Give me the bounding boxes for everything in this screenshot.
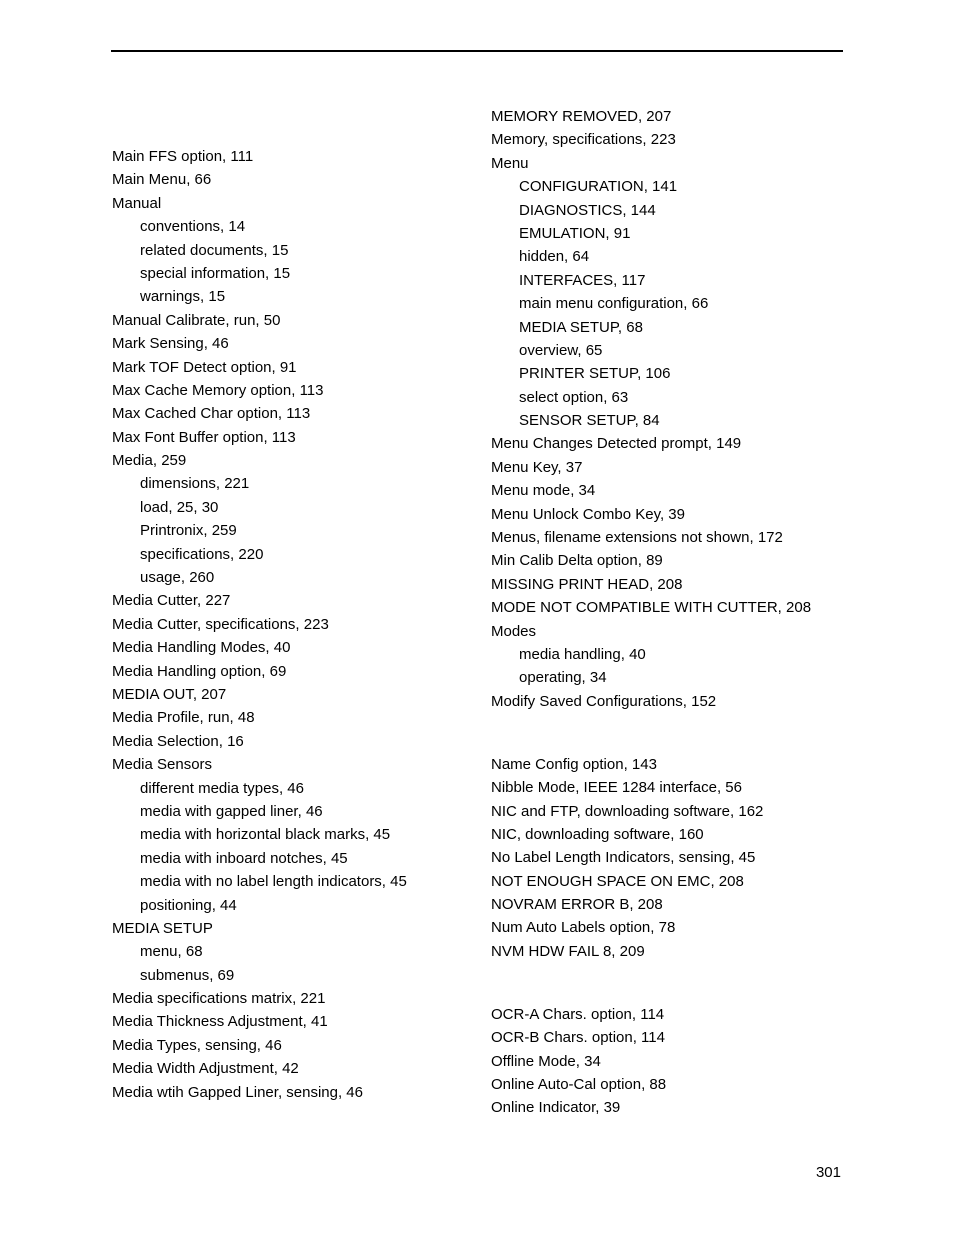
index-entry: Modify Saved Configurations, 152 [491,692,717,710]
index-entry: Mark TOF Detect option, 91 [112,358,297,376]
index-subentry: media with gapped liner, 46 [140,802,323,820]
index-subentry: related documents, 15 [140,241,289,259]
index-subentry: main menu configuration, 66 [519,295,709,313]
index-subentry: menu, 68 [140,943,203,961]
index-entry: Menu Changes Detected prompt, 149 [491,435,742,453]
index-entry: MEDIA OUT, 207 [112,685,227,703]
index-entry: Memory, specifications, 223 [491,131,676,149]
index-subentry: media with horizontal black marks, 45 [140,826,391,844]
index-entry: Max Font Buffer option, 113 [112,428,296,446]
index-entry: MODE NOT COMPATIBLE WITH CUTTER, 208 [491,599,812,617]
index-entry: Online Indicator, 39 [491,1099,621,1117]
index-entry: MEDIA SETUP [112,919,213,937]
index-entry: Mark Sensing, 46 [112,335,229,353]
index-subentry: media with inboard notches, 45 [140,849,348,867]
index-entry: NIC, downloading software, 160 [491,825,704,843]
index-entry: Media Selection, 16 [112,732,244,750]
index-entry: Media Width Adjustment, 42 [112,1060,299,1078]
index-entry: Max Cached Char option, 113 [112,405,311,423]
index-subentry: usage, 260 [140,569,215,587]
index-entry: Menu Key, 37 [491,458,583,476]
index-subentry: EMULATION, 91 [519,224,631,242]
index-subentry: MEDIA SETUP, 68 [519,318,643,336]
index-entry: Main Menu, 66 [112,171,212,189]
index-entry: Media Cutter, specifications, 223 [112,615,329,633]
index-subentry: special information, 15 [140,264,291,282]
index-entry: No Label Length Indicators, sensing, 45 [491,849,756,867]
index-entry: Nibble Mode, IEEE 1284 interface, 56 [491,779,742,797]
index-entry: Menu [491,154,529,172]
section-gap [491,963,891,1003]
index-subentry: CONFIGURATION, 141 [519,178,678,196]
index-entry: Min Calib Delta option, 89 [491,552,663,570]
header-rule [111,50,843,52]
index-entry: MEMORY REMOVED, 207 [491,108,672,125]
index-subentry: Printronix, 259 [140,522,237,540]
index-subentry: DIAGNOSTICS, 144 [519,201,656,219]
index-entry: Media specifications matrix, 221 [112,990,326,1008]
index-entry: Offline Mode, 34 [491,1052,601,1070]
index-subentry: media handling, 40 [519,645,646,663]
index-subentry: hidden, 64 [519,248,590,266]
index-subentry: submenus, 69 [140,966,235,984]
index-subentry: SENSOR SETUP, 84 [519,412,660,430]
index-entry: Media Handling option, 69 [112,662,287,680]
index-entry: OCR-A Chars. option, 114 [491,1005,665,1023]
index-entry: Media Profile, run, 48 [112,709,255,727]
index-subentry: dimensions, 221 [140,475,250,493]
index-entry: Media Thickness Adjustment, 41 [112,1013,328,1031]
index-subentry: conventions, 14 [140,218,246,236]
index-subentry: positioning, 44 [140,896,237,914]
index-entry: NVM HDW FAIL 8, 209 [491,942,645,960]
index-entry: Media Types, sensing, 46 [112,1036,282,1054]
index-subentry: different media types, 46 [140,779,304,797]
index-entry: Media, 259 [112,452,187,470]
index-entry: Main FFS option, 111 [112,148,254,165]
index-entry: Manual [112,194,162,212]
index-entry: Manual Calibrate, run, 50 [112,311,281,329]
index-entry: Media wtih Gapped Liner, sensing, 46 [112,1083,363,1101]
index-subentry: select option, 63 [519,388,629,406]
index-subentry: load, 25, 30 [140,498,219,516]
index-entry: Name Config option, 143 [491,755,657,773]
index-entry: Num Auto Labels option, 78 [491,919,676,937]
index-column-right [491,105,891,1120]
index-entry: MISSING PRINT HEAD, 208 [491,575,683,593]
index-entry: Online Auto-Cal option, 88 [491,1076,667,1094]
index-entry: OCR-B Chars. option, 114 [491,1029,665,1047]
page-number: 301 [815,1164,841,1181]
index-subentry: PRINTER SETUP, 106 [519,365,671,383]
section-gap [491,713,891,753]
index-entry: Menu Unlock Combo Key, 39 [491,505,685,523]
index-subentry: specifications, 220 [140,545,264,563]
index-entry: NIC and FTP, downloading software, 162 [491,802,764,820]
index-subentry: media with no label length indicators, 45 [140,873,407,891]
index-entry: Media Handling Modes, 40 [112,639,291,657]
index-subentry: operating, 34 [519,669,607,687]
index-entry: NOT ENOUGH SPACE ON EMC, 208 [491,872,744,890]
index-entry: Menus, filename extensions not shown, 172 [491,529,783,547]
index-subentry: INTERFACES, 117 [519,271,646,289]
index-column-left [112,145,482,1104]
index-entry: Menu mode, 34 [491,482,596,500]
index-subentry: warnings, 15 [140,288,226,306]
index-subentry: overview, 65 [519,341,603,359]
index-entry: Media Cutter, 227 [112,592,231,610]
index-entry: Modes [491,622,537,640]
index-entry: NOVRAM ERROR B, 208 [491,896,663,914]
index-entry: Max Cache Memory option, 113 [112,381,324,399]
index-entry: Media Sensors [112,756,213,774]
